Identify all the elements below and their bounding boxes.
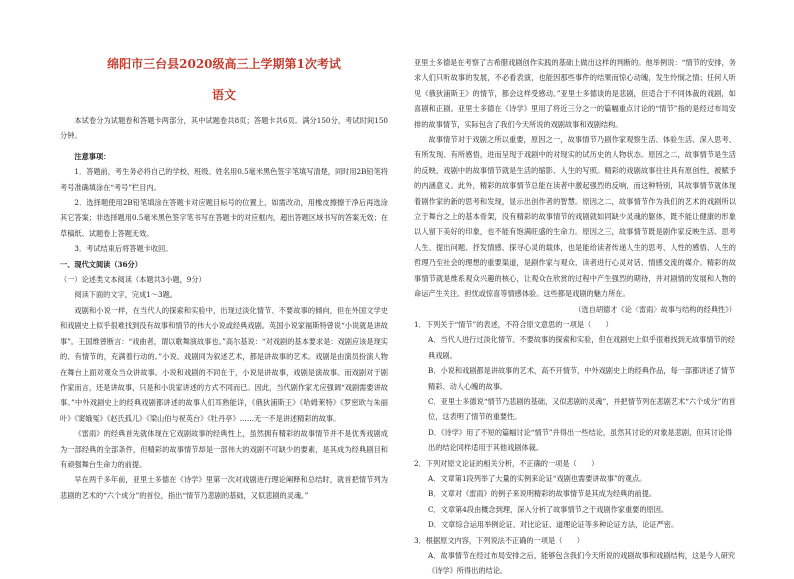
question-2-option-d: D．文章综合运用举例论证、对比论证、道理论证等多种论证方法，论证严密。 bbox=[428, 520, 679, 530]
passage-paragraph-4: 亚里士多德是在考察了古希腊戏剧创作实践的基础上做出这样的判断的。他举例说：“情节的安排，务求人们只听故事的发展，不必看表演，也能因那些事件的结果而惊心动魄，发生怜悯之情；任何人听见《俄狄浦斯王》的情节，都会这样受感动。”亚里士多德谈的是悲剧，但适合于不同体裁的戏剧，如喜剧和正剧。亚里士多德在《诗学》里用了将近三分之一的篇幅重点讨论的“情节”指的是经过布局安排的故事情节，实际包含了我们今天所说的戏剧故事和戏剧结构。 bbox=[414, 58, 736, 129]
subsection-heading: （一）论述类文本阅读（本题共3小题，9分） bbox=[60, 275, 206, 285]
left-column bbox=[60, 0, 388, 503]
passage-paragraph-5: 故事情节对于戏剧之所以重要，原因之一，故事情节乃剧作家观察生活、体验生活、深入思考、有所发现、有所感悟，进而呈现于戏剧中的对现实的试历史的人物状态。原因之二，故事情节是生活的反映，戏剧中的故事情节就是生活的缩影、人生的写照。精彩的戏剧故事往往具有原创性，被赋予的内涵意义。此外，精彩的故事情节总能在读者中激起强烈的反响，而这种特别，其故事情节就体现着剧作家的新的思考和发现，显示出创作者的智慧。原因之二，故事情节作为我们的艺术的戏剧所以立于舞台之上的基本骨架，没有精彩的故事情节的戏剧就如同缺少灵魂的躯体，既不能让健康的形象以人留下美好的印象，也不能有饱满旺盛的生命力。原因之三，故事情节既是剧作家反映生活、思考人生、提出问题、抒发情感、探寻心灵的载体，也是能给读者传递人生的思考、人性的感悟、人生的哲理乃至社会的理想的重要渠道，是剧作家与观众、读者进行心灵对话、情感交流的媒介。精彩的故事情节就是维系观众兴趣的核心，让观众在欣赏的过程中产生强烈的期待，并对剧情的发展和人物的命运产生关注、担忧或惊喜等情感体验。这些都是戏剧的魅力所在。 bbox=[414, 135, 736, 299]
subject-title: 语文 bbox=[211, 88, 236, 102]
notice-item-3: 3．考试结束后将答题卡收回。 bbox=[74, 244, 173, 254]
passage-paragraph-2: 《雷雨》的经典首先就体现在它戏剧故事的经典性上，虽然拥有精彩的故事情节并不是优秀戏剧成为一部经典的全部条件，但精彩的故事情节却是一部伟大的戏剧不可缺少的要素，是其成为经典剧目和有顽强舞台生命力的前提。 bbox=[60, 429, 388, 469]
question-3-option-a: A．故事情节在经过布局安排之后，能够包含我们今天所说的戏剧故事和戏剧结构，这是今人研究《诗学》所得出的结论。 bbox=[428, 551, 736, 576]
question-1-option-d: D．《诗学》用了不短的篇幅讨论“情节”并得出一些结论，虽然其讨论的对象是悲剧，但其讨论得出的结论同样适用于其他戏剧体裁。 bbox=[428, 427, 733, 453]
question-1-option-b: B．小说和戏剧都是讲故事的艺术，高不开情节，中外戏剧史上的经典作品，每一部都讲述了情节精彩、动人心魄的故事。 bbox=[428, 366, 736, 391]
exam-intro: 本试卷分为试题卷和答题卡两部分，其中试题卷共8页；答题卡共6页。满分150分，考试时间150分钟。 bbox=[60, 116, 388, 141]
notice-title: 注意事项： bbox=[74, 151, 111, 161]
exam-title: 绵阳市三台县2020级高三上学期第1次考试 bbox=[107, 57, 341, 71]
question-2-option-c: C．文章第4段由概念到理，深入分析了故事情节之于戏剧作家重要的原因。 bbox=[428, 504, 669, 514]
notice-item-2: 2．选择题使用2B铅笔填涂在答题卡对应题目标号的位置上，如需改动，用橡皮擦擦干净后再选涂其它答案；非选择题用0.5毫米黑色签字笔书写在答题卡的对应框内，超出答题区域书写的答案无效；在草稿纸、试题卷上答题无效。 bbox=[60, 198, 388, 238]
question-1-option-c: C．亚里士多德说“情节乃悲剧的基础，又似悲剧的灵魂”，并把情节列在悲剧艺术“六个成分”的首位，这表明了情节的重要性。 bbox=[428, 396, 736, 422]
passage-paragraph-1: 戏剧和小说一样，在当代人的探索和实验中，出现过淡化情节、不要故事的倾向，但在外国文学史和戏剧史上似乎很难找到没有故事和情节的伟大小说或经典戏剧。英国小说家福斯特曾说“小说就是讲故事”。王国维曾断言：“戏曲者，谓以歌舞演故事也。”高尔基说：“对戏剧的基本要求是：戏剧应该是现实的、有情节的，充满着行动的。”小说、戏剧同为叙述艺术，都是讲故事的艺术。戏剧是由演员扮演人物在舞台上面对观众当众讲故事。小说和戏剧的不同在于，小说是讲故事，戏剧是演故事。而戏剧对于剧作家而言，还是讲故事，只是和小说家讲述的方式不同而已。因此，当代剧作家尤应强调“戏剧需要讲故事。”中外戏剧史上的经典戏剧都讲述的故事人们耳熟能详，《俄狄浦斯王》《哈姆莱特》《罗密欧与朱丽叶》《窦娥冤》《赵氏孤儿》《梁山伯与祝英台》《牡丹亭》……无一不是讲述精彩的故事。 bbox=[60, 305, 388, 423]
passage-paragraph-3: 早在两千多年前，亚里士多德在《诗学》里第一次对戏剧进行理论阐释和总结时，就首把情节列为悲剧的艺术的“六个成分”的首位，指出“情节乃悲剧的基础，又似悲剧的灵魂。” bbox=[60, 475, 388, 500]
passage-source: （选自胡德才《论〈雷雨〉故事与结构的经典性》） bbox=[574, 304, 736, 314]
question-2-option-b: B．文章对《雷雨》的例子来说明精彩的故事情节是其成为经典的前提。 bbox=[428, 489, 657, 499]
right-column bbox=[414, 0, 736, 579]
question-1-option-a: A．当代人进行过淡化情节、不要故事的探索和实验，但在戏剧史上似乎很难找到无故事情节的经典戏剧。 bbox=[428, 335, 736, 360]
notice-item-1: 1．答题前，考生务必将自己的学校、班级、姓名用0.5毫米黑色签字笔填写清楚，同时用2B铅笔将考号准确填涂在“考号”栏目内。 bbox=[60, 167, 388, 192]
question-2-option-a: A．文章第1段列举了大量的实例来论证“戏剧也需要讲故事”的观点。 bbox=[428, 473, 647, 483]
question-2-stem: 2．下列对原文论证的相关分析，不正确的一项是（ ） bbox=[414, 458, 599, 468]
question-3-stem: 3．根据原文内容，下列说法不正确的一项是（ ） bbox=[414, 535, 584, 545]
question-1-stem: 1．下列关于“情节”的表述，不符合原文意思的一项是（ ） bbox=[414, 319, 613, 329]
section-heading: 一、现代文阅读（36分） bbox=[60, 259, 142, 269]
reading-instruction: 阅读下面的文字，完成1～3题。 bbox=[74, 290, 177, 300]
